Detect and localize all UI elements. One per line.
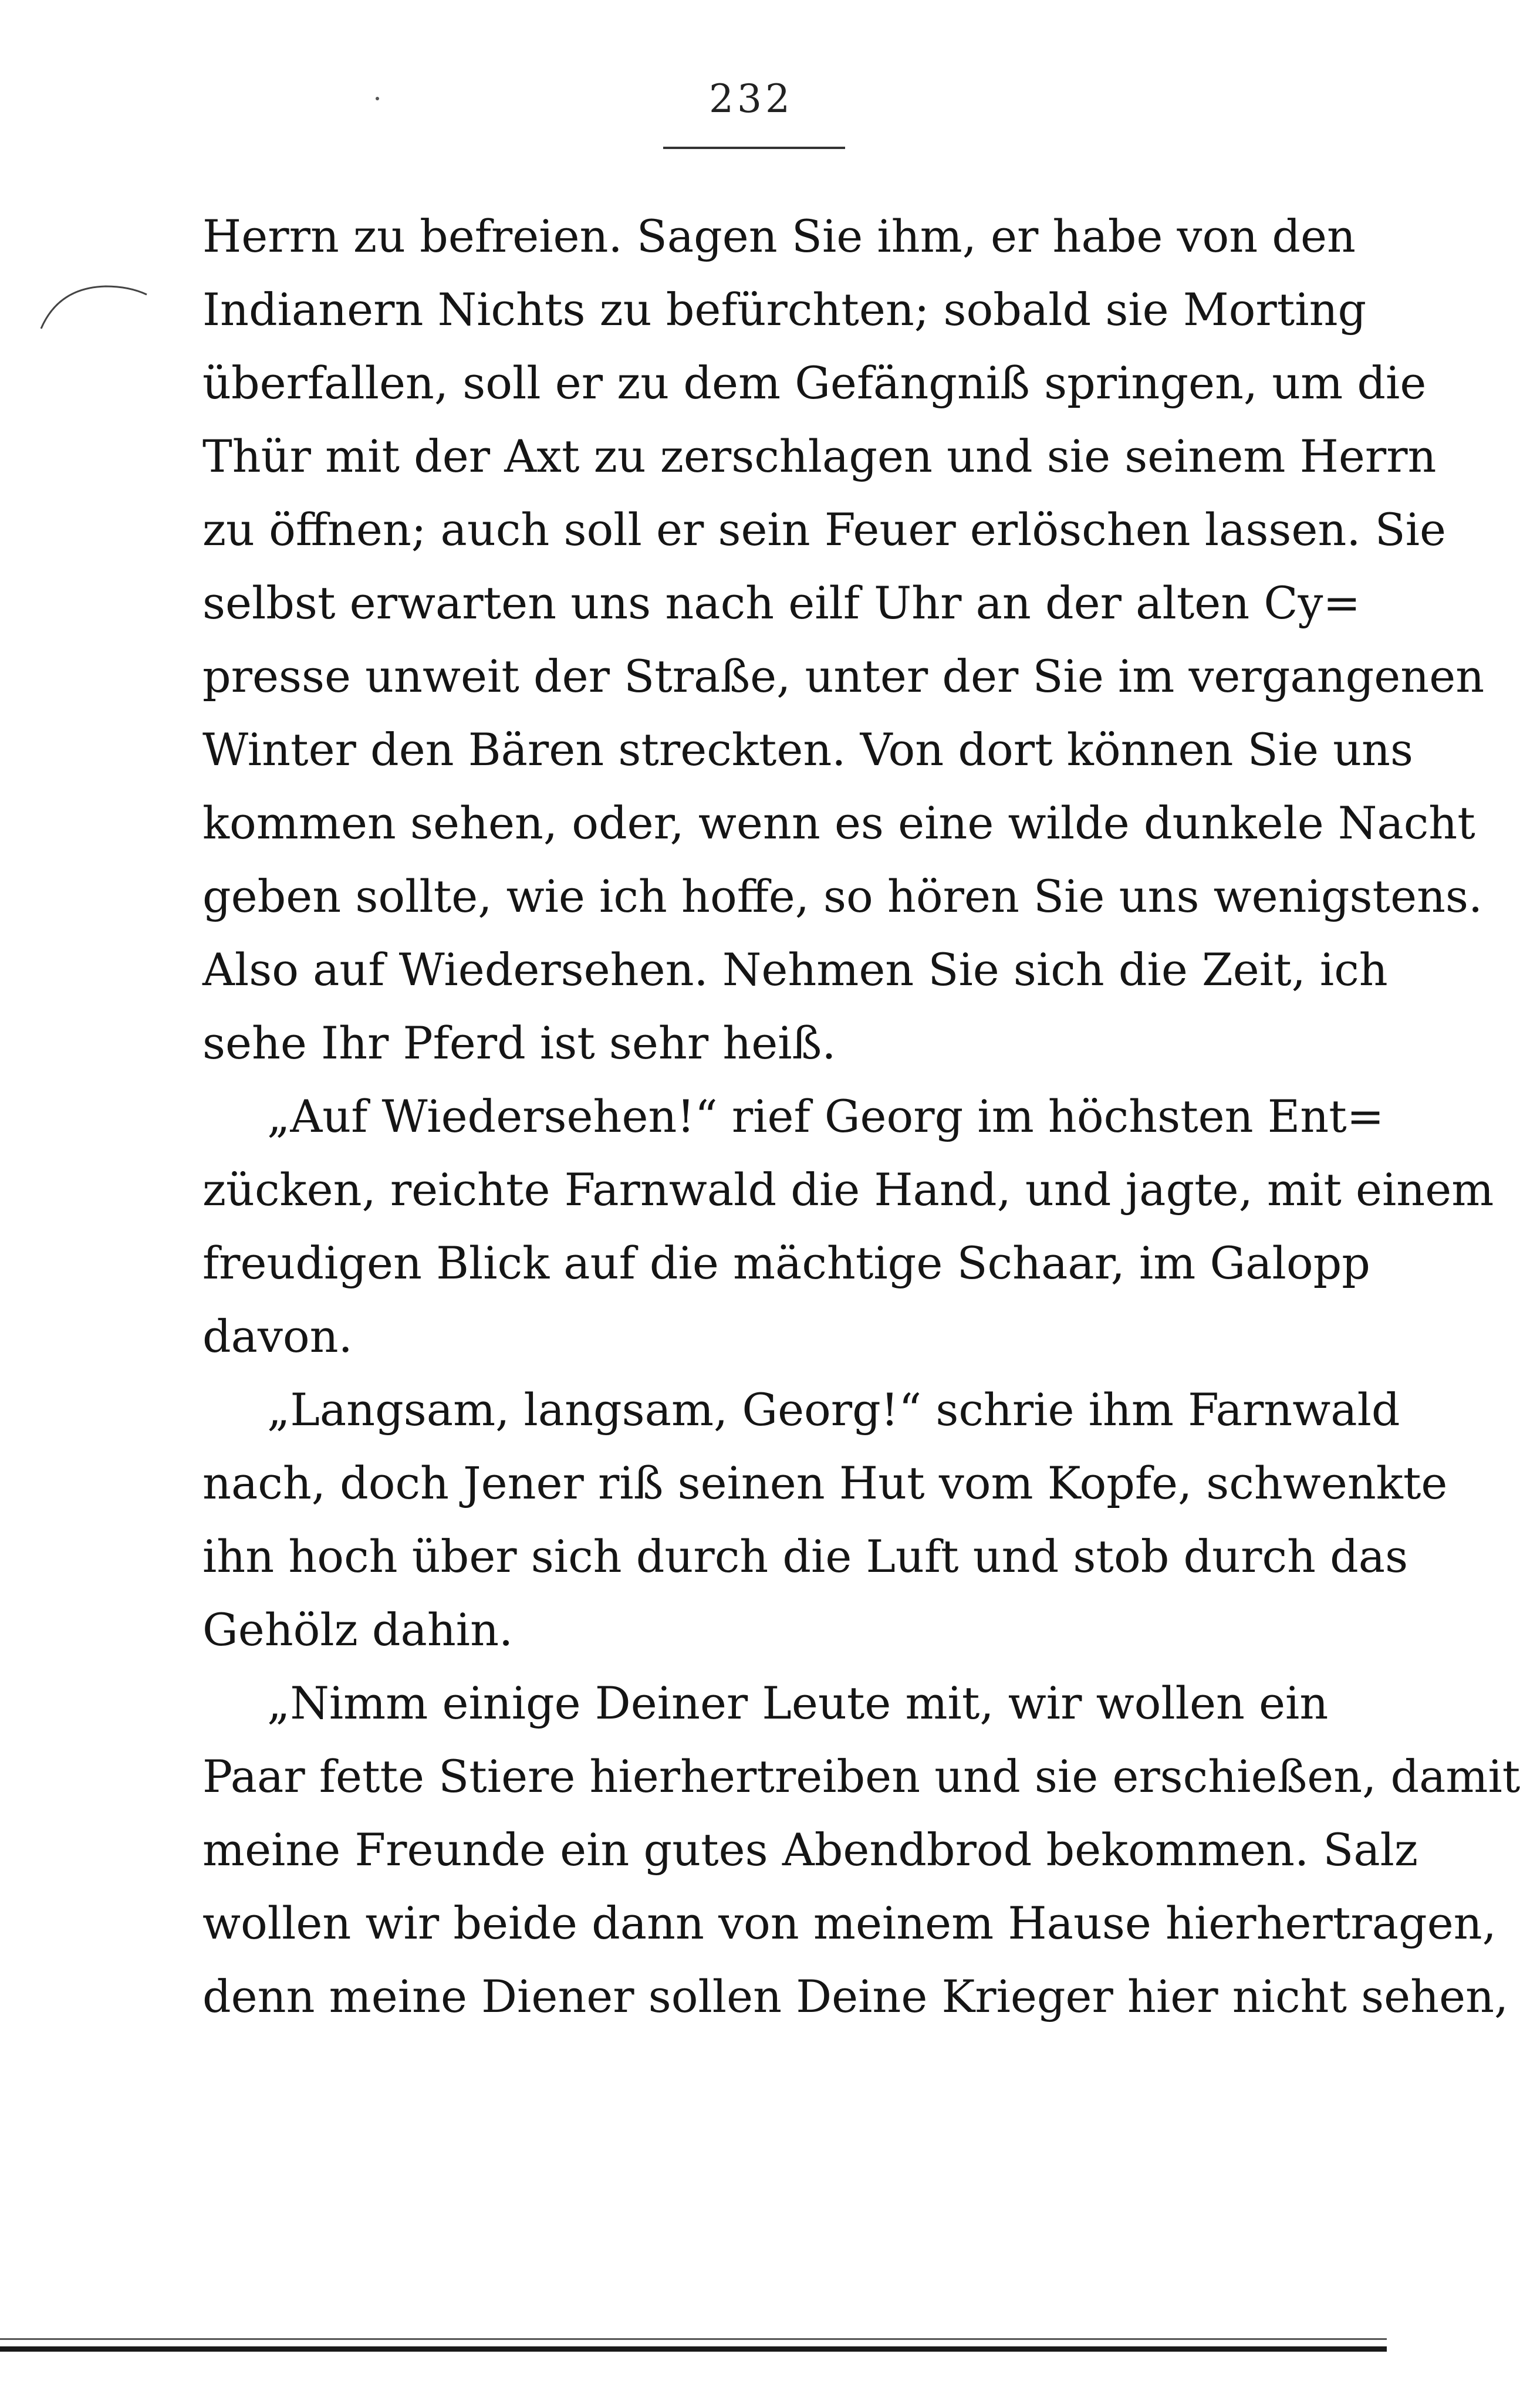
edge-thin-line	[0, 2338, 1387, 2340]
edge-thick-line	[0, 2346, 1387, 2352]
text-line: Paar fette Stiere hierhertreiben und sie erschießen, damit	[202, 1750, 1520, 1802]
text-line: Gehölz dahin.	[202, 1604, 514, 1656]
page-number: 232	[709, 76, 793, 121]
text-line: selbst erwarten uns nach eilf Uhr an der alten Cy=	[202, 577, 1361, 629]
text-line: Winter den Bären streckten. Von dort können Sie uns	[202, 723, 1413, 776]
text-line: zu öffnen; auch soll er sein Feuer erlöschen lassen. Sie	[202, 503, 1446, 556]
text-line: meine Freunde ein gutes Abendbrod bekommen. Salz	[202, 1824, 1418, 1876]
text-line: sehe Ihr Pferd ist sehr heiß.	[202, 1017, 836, 1069]
text-line: „Nimm einige Deiner Leute mit, wir wollen ein	[267, 1677, 1329, 1729]
margin-pencil-mark	[35, 282, 153, 334]
page-number-rule	[663, 147, 845, 149]
text-line: ihn hoch über sich durch die Luft und stob durch das	[202, 1530, 1408, 1582]
body-text	[202, 199, 1520, 2033]
text-line: presse unweit der Straße, unter der Sie im vergangenen	[202, 650, 1485, 702]
text-line: denn meine Diener sollen Deine Krieger hier nicht sehen,	[202, 1970, 1509, 2023]
text-line: Herrn zu befreien. Sagen Sie ihm, er habe von den	[202, 210, 1356, 262]
page-bottom-edge	[0, 2338, 1387, 2362]
text-line: wollen wir beide dann von meinem Hause hierhertragen,	[202, 1897, 1497, 1949]
text-line: „Langsam, langsam, Georg!“ schrie ihm Farnwald	[267, 1384, 1400, 1436]
text-line: „Auf Wiedersehen!“ rief Georg im höchsten Ent=	[267, 1090, 1384, 1142]
text-line: überfallen, soll er zu dem Gefängniß springen, um die	[202, 357, 1427, 409]
text-line: zücken, reichte Farnwald die Hand, und jagte, mit einem	[202, 1164, 1494, 1216]
text-line: geben sollte, wie ich hoffe, so hören Sie uns wenigstens.	[202, 870, 1483, 922]
text-line: Thür mit der Axt zu zerschlagen und sie seinem Herrn	[202, 430, 1437, 482]
text-line: Also auf Wiedersehen. Nehmen Sie sich die Zeit, ich	[202, 943, 1388, 996]
text-line: kommen sehen, oder, wenn es eine wilde dunkele Nacht	[202, 797, 1475, 849]
text-line: nach, doch Jener riß seinen Hut vom Kopfe, schwenkte	[202, 1457, 1448, 1509]
text-line: freudigen Blick auf die mächtige Schaar, im Galopp	[202, 1237, 1370, 1289]
text-line: Indianern Nichts zu befürchten; sobald sie Morting	[202, 283, 1367, 336]
text-line: davon.	[202, 1310, 353, 1362]
paper-speck	[376, 97, 379, 100]
